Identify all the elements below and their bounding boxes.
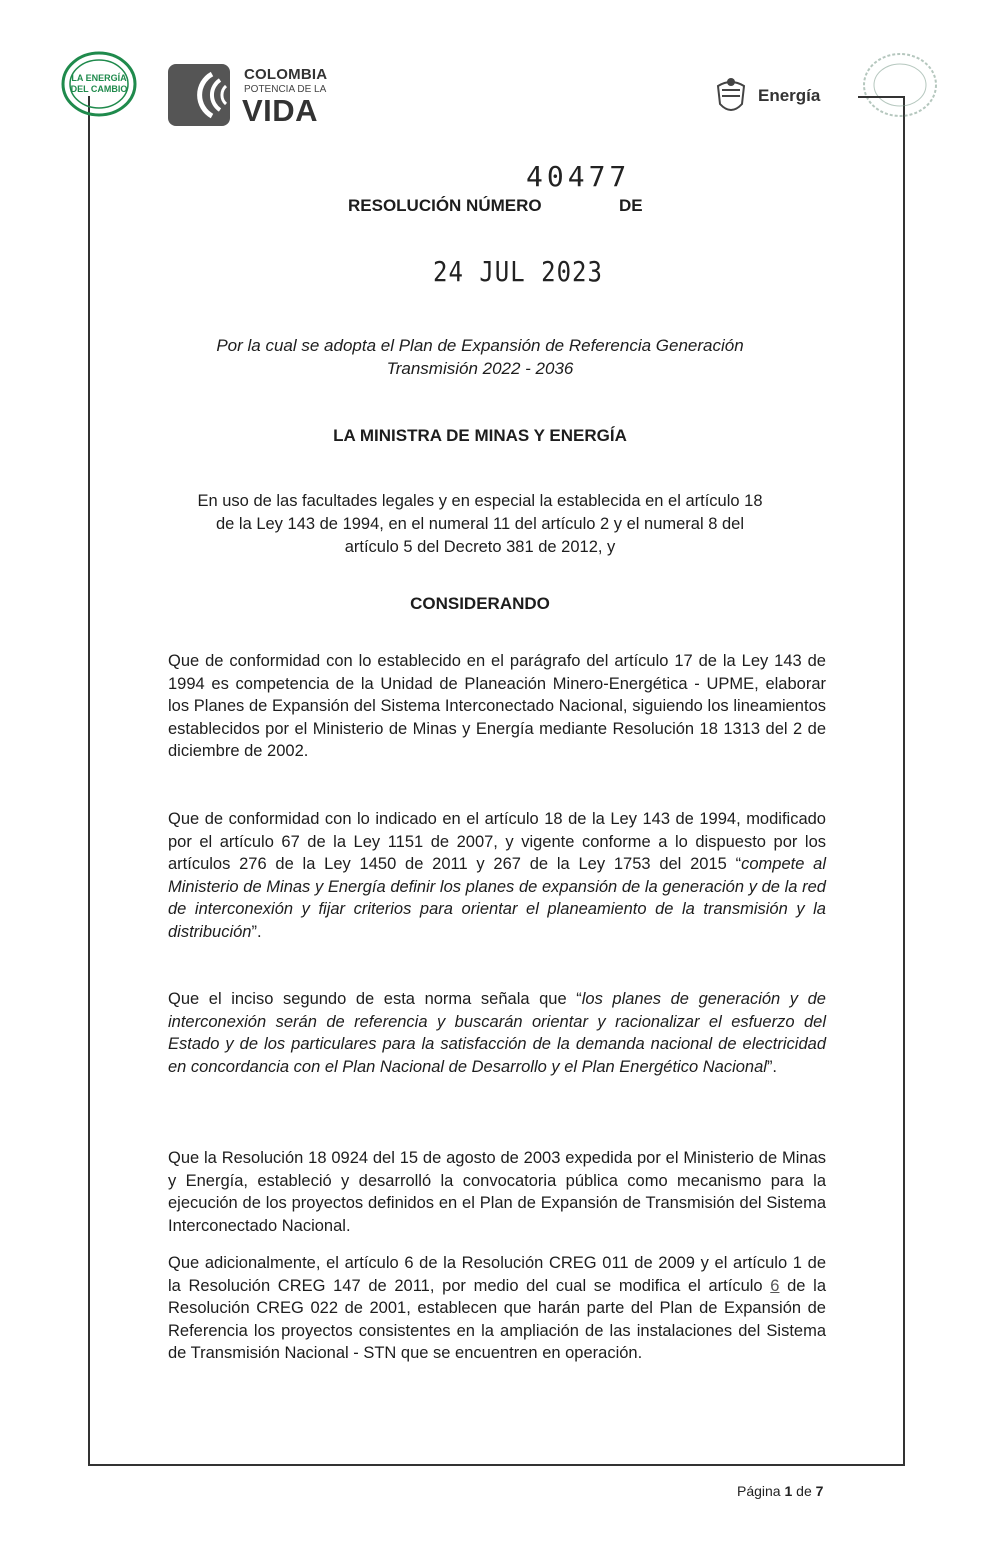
resolution-de-label: DE <box>619 196 643 215</box>
page-number <box>737 1483 823 1499</box>
page-word: Página <box>737 1483 781 1499</box>
svg-text:DEL CAMBIO: DEL CAMBIO <box>70 84 128 94</box>
logo-text-vida: VIDA <box>242 93 319 128</box>
considering-paragraph-3 <box>168 988 826 1078</box>
considering-heading: CONSIDERANDO <box>410 594 550 613</box>
considering-paragraph-2 <box>168 808 826 944</box>
resolution-number: 40477 <box>526 160 631 193</box>
considering-paragraph-5 <box>168 1252 826 1365</box>
minister-heading: LA MINISTRA DE MINAS Y ENERGÍA <box>333 426 627 445</box>
paragraph-5-end: de la Resolución CREG 022 de 2001, establecen que harán parte del Plan de Expansión de Referencia los proyectos consistentes en la ampliación de las instalaciones del Sistema de Transmisión Nacional - STN que se encuentren en operación. <box>168 1276 826 1363</box>
wave-logo-icon <box>168 64 230 126</box>
logo-text-colombia: COLOMBIA <box>244 66 328 83</box>
paragraph-2-text: Que de conformidad con lo indicado en el artículo 18 de la Ley 143 de 1994, modificado por el artículo 67 de la Ley 1151 de 2007, y vigente conforme a lo dispuesto por los artículos 276 de la Ley 1450 de 2011 y 267 de la Ley 1753 del 2015 “ <box>168 810 826 874</box>
paragraph-5-text: Que adicionalmente, el artículo 6 de la Resolución CREG 011 de 2009 y el artículo 1 de la Resolución CREG 147 de 2011, por medio del cual se modifica el artículo <box>168 1254 826 1295</box>
subject-line-1: Por la cual se adopta el Plan de Expansión de Referencia Generación <box>216 336 744 355</box>
la-energia-del-cambio-stamp <box>60 50 138 118</box>
resolution-label: RESOLUCIÓN NÚMERO <box>348 196 542 215</box>
paragraph-2-end: ”. <box>251 922 262 941</box>
energia-label: Energía <box>758 86 821 105</box>
subject-line-2: Transmisión 2022 - 2036 <box>386 359 574 378</box>
ministerio-energia-logo <box>712 76 832 120</box>
svg-text:LA ENERGÍA: LA ENERGÍA <box>71 73 127 83</box>
legal-powers <box>170 490 790 559</box>
coat-of-arms-icon <box>712 76 750 118</box>
powers-line-1: En uso de las facultades legales y en especial la establecida en el artículo 18 <box>197 492 763 510</box>
received-stamp <box>860 50 940 120</box>
paragraph-2-quote: compete al Ministerio de Minas y Energía definir los planes de expansión de la generación y de la red de interconexión y fijar criterios para orientar el planeamiento de la transmisión y la distribución <box>168 855 826 941</box>
powers-line-2: de la Ley 143 de 1994, en el numeral 11 del artículo 2 y el numeral 8 del <box>215 515 745 533</box>
paragraph-3-end: ”. <box>766 1057 778 1076</box>
page-total: 7 <box>815 1483 824 1499</box>
page-current: 1 <box>784 1483 793 1499</box>
border-top-segment <box>858 96 905 98</box>
colombia-potencia-de-la-vida-logo <box>168 64 368 128</box>
article-6-link[interactable]: 6 <box>770 1276 780 1295</box>
resolution-date: 24 JUL 2023 <box>433 255 603 289</box>
resolution-subject <box>170 334 790 380</box>
logo-text-potencia: POTENCIA DE LA <box>244 84 327 95</box>
powers-line-3: artículo 5 del Decreto 381 de 2012, y <box>344 538 616 556</box>
considering-paragraph-1: Que de conformidad con lo establecido en el parágrafo del artículo 17 de la Ley 143 de 1994 es competencia de la Unidad de Planeación Minero-Energética - UPME, elaborar los Planes de Expansión del Sistema Interconectado Nacional, siguiendo los lineamientos establecidos por el Ministerio de Minas y Energía mediante Resolución 18 1313 del 2 de diciembre de 2002. <box>168 652 826 761</box>
considering-paragraph-4: Que la Resolución 18 0924 del 15 de agosto de 2003 expedida por el Ministerio de Minas y Energía, estableció y desarrolló la convocatoria pública como mecanismo para la ejecución de los proyectos definidos en el Plan de Expansión de Transmisión del Sistema Interconectado Nacional. <box>168 1149 826 1235</box>
paragraph-3-quote: los planes de generación y de interconexión serán de referencia y buscarán orientar y racionalizar el esfuerzo del Estado y de los particulares para la satisfacción de la demanda nacional de electricidad en concordancia con el Plan Nacional de Desarrollo y el Plan Energético Nacional <box>168 990 826 1076</box>
of-word: de <box>796 1483 812 1499</box>
paragraph-3-text: Que el inciso segundo de esta norma señala que “ <box>168 990 582 1008</box>
